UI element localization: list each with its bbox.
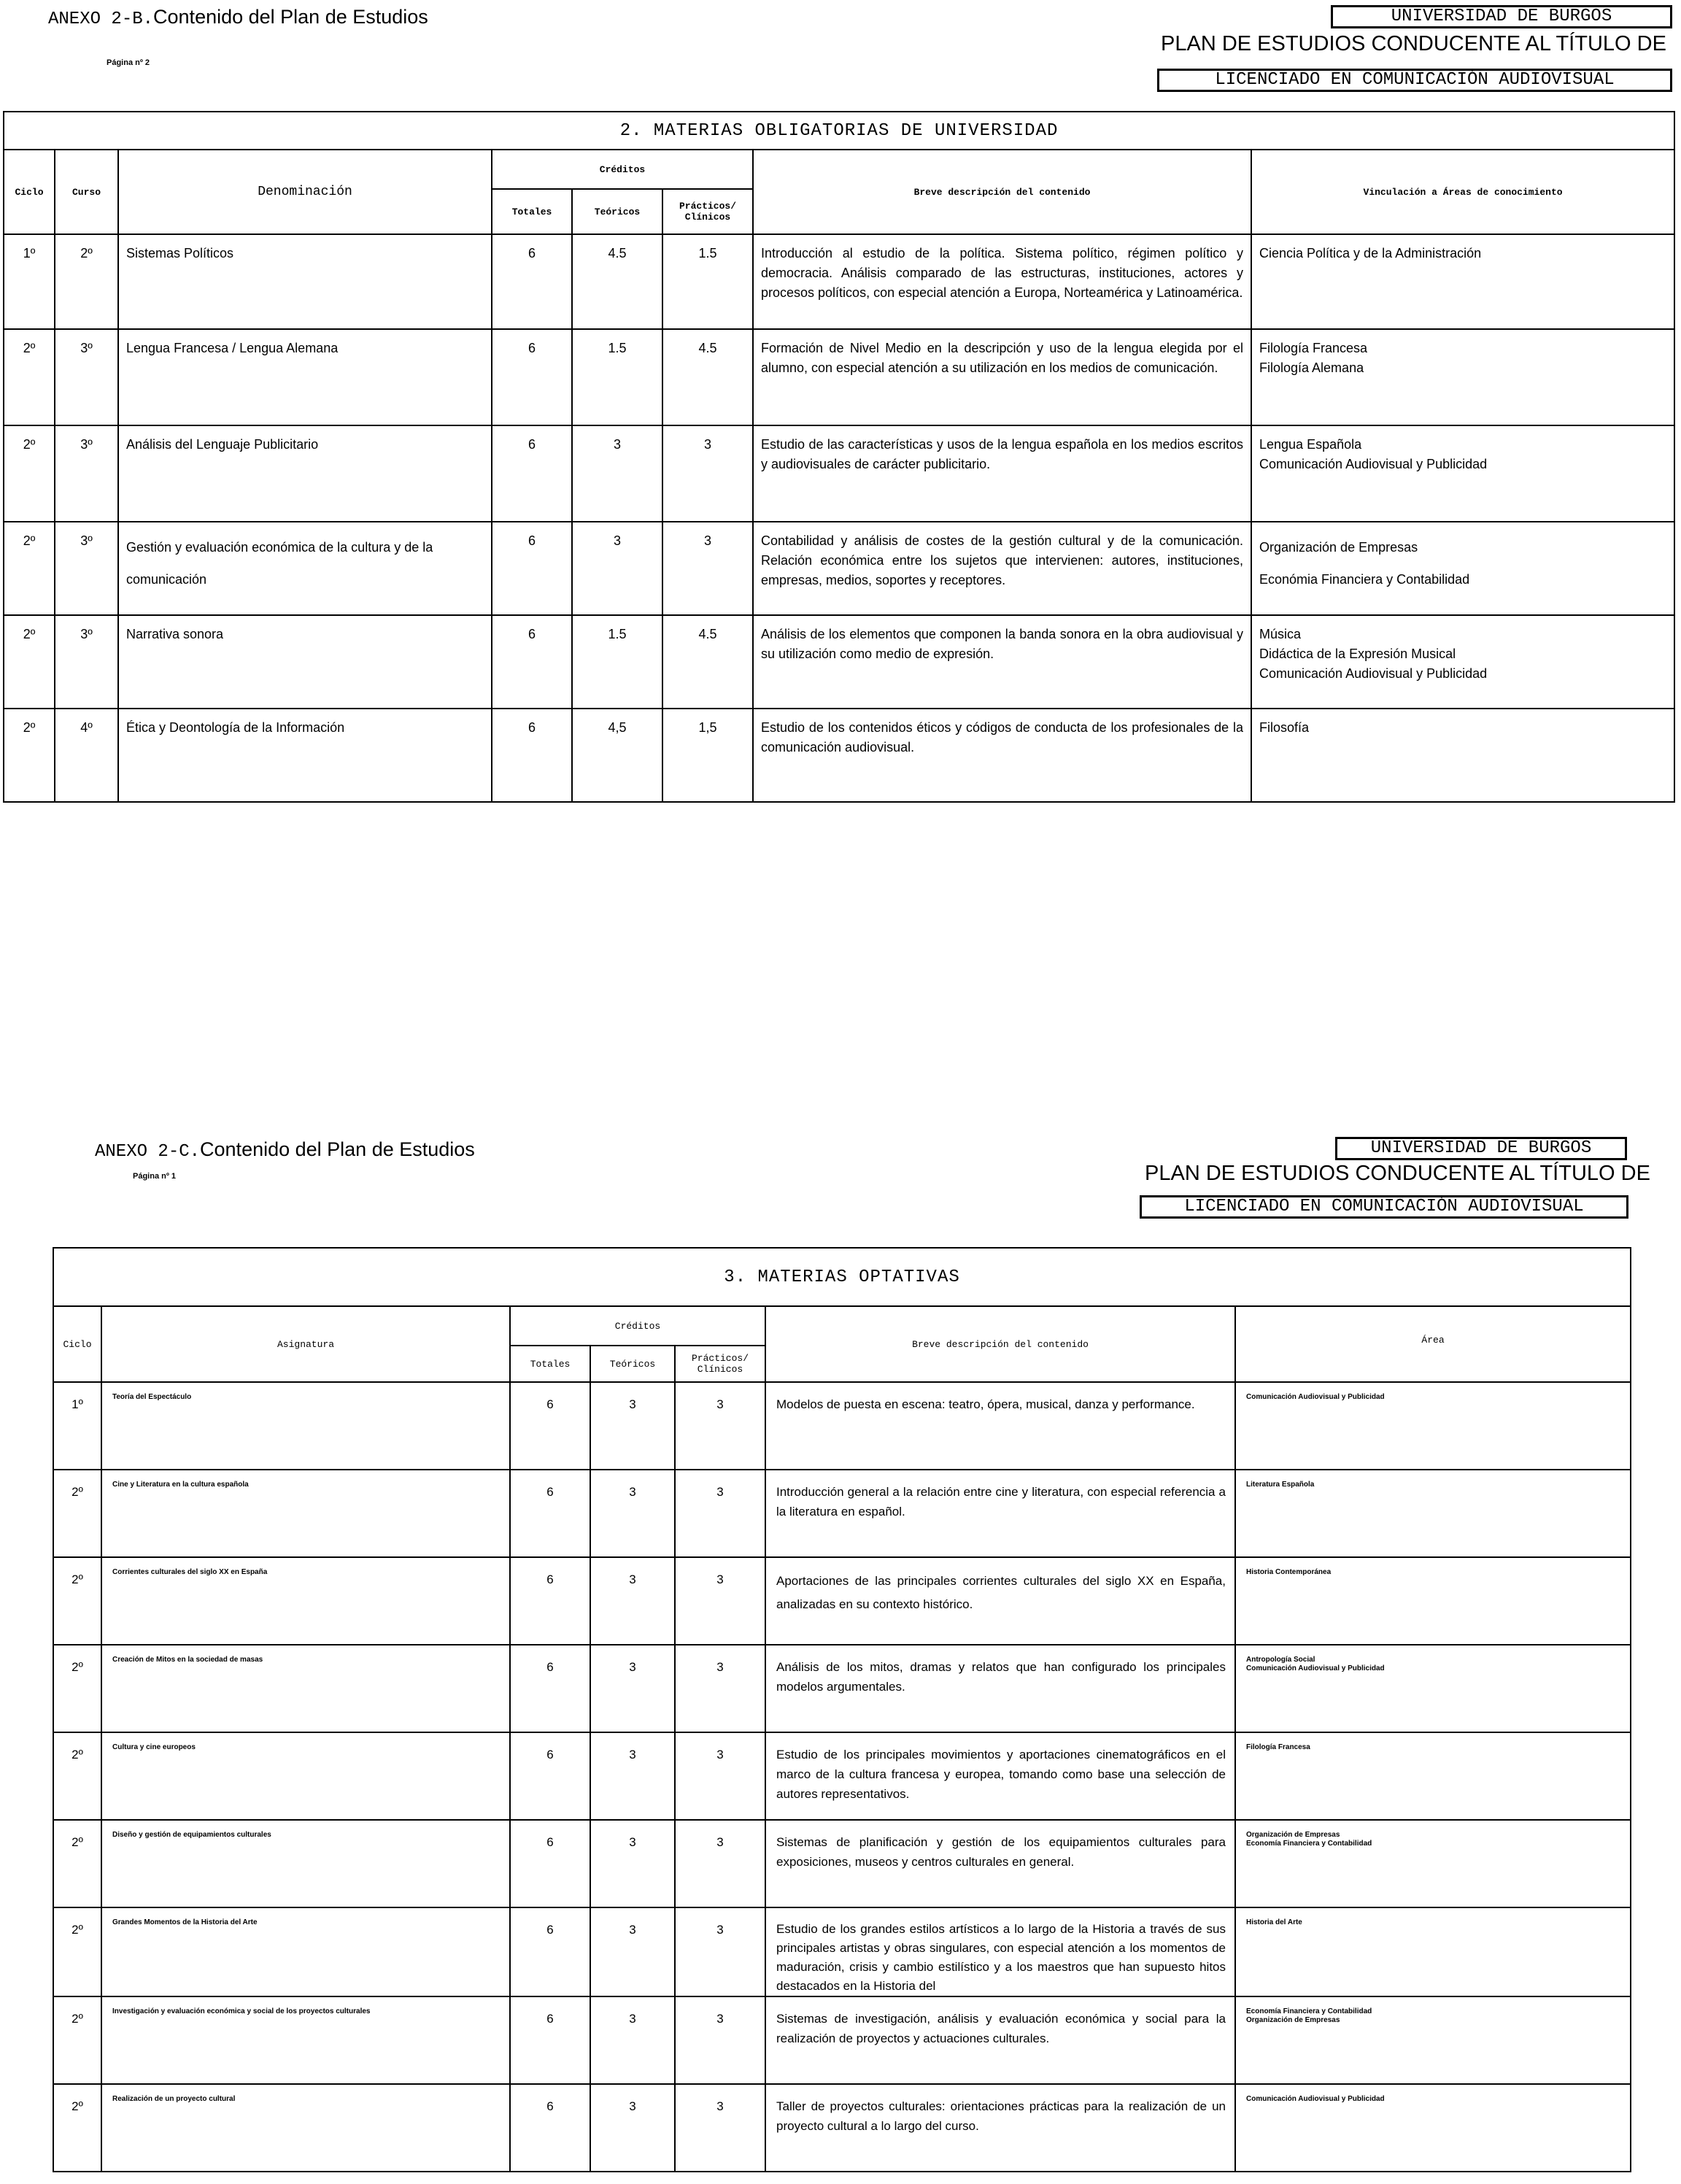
- cell-ciclo: 2º: [4, 709, 55, 802]
- cell-practicos: 1,5: [662, 709, 753, 802]
- cell-totales: 6: [492, 234, 572, 329]
- cell-areas: [1235, 1907, 1631, 1996]
- cell-practicos: 3: [675, 2084, 765, 2172]
- area-line: Música: [1259, 627, 1302, 641]
- cell-practicos: 3: [675, 1996, 765, 2084]
- cell-asignatura: Teoría del Espectáculo: [101, 1382, 510, 1470]
- cell-asignatura: Corrientes culturales del siglo XX en España: [101, 1557, 510, 1645]
- cell-descripcion: Análisis de los mitos, dramas y relatos que han configurado los principales modelos argumentales.: [765, 1645, 1235, 1732]
- cell-ciclo: 2º: [53, 1996, 101, 2084]
- area-line: Historia Contemporánea: [1246, 1568, 1332, 1576]
- header-vinculacion: Vinculación a Áreas de conocimiento: [1251, 150, 1674, 234]
- cell-ciclo: 2º: [4, 615, 55, 709]
- cell-descripcion: Contabilidad y análisis de costes de la gestión cultural y de la comunicación. Relación económica entre los sujetos que intervienen: autores, instituciones, empresas, medios, soportes y receptores.: [753, 522, 1251, 615]
- cell-denominacion: Gestión y evaluación económica de la cultura y de la comunicación: [118, 522, 492, 615]
- cell-totales: 6: [492, 329, 572, 425]
- area-line: Filología Francesa: [1246, 1743, 1310, 1751]
- cell-totales: 6: [492, 425, 572, 522]
- cell-practicos: 3: [662, 522, 753, 615]
- annex-code: ANEXO 2-C.: [95, 1142, 201, 1162]
- cell-descripcion: Estudio de los contenidos éticos y códigos de conducta de los profesionales de la comunicación audiovisual.: [753, 709, 1251, 802]
- header-practicos: Prácticos/ Clínicos: [662, 189, 753, 234]
- table-row: [53, 1470, 1631, 1557]
- table-title: 3. MATERIAS OPTATIVAS: [53, 1248, 1631, 1306]
- cell-totales: 6: [510, 1557, 590, 1645]
- area-line: Económia Financiera y Contabilidad: [1259, 572, 1470, 587]
- cell-totales: 6: [510, 1470, 590, 1557]
- area-line: Comunicación Audiovisual y Publicidad: [1259, 666, 1488, 681]
- cell-descripcion: Sistemas de planificación y gestión de los equipamientos culturales para exposiciones, museos y centros culturales en general.: [765, 1820, 1235, 1907]
- annex-code: ANEXO 2-B.: [48, 9, 154, 29]
- cell-practicos: 1.5: [662, 234, 753, 329]
- cell-asignatura: Grandes Momentos de la Historia del Arte: [101, 1907, 510, 1996]
- cell-areas: [1235, 1645, 1631, 1732]
- header-creditos: Créditos: [510, 1306, 765, 1346]
- header-practicos: Prácticos/ Clínicos: [675, 1346, 765, 1382]
- cell-areas: [1251, 425, 1674, 522]
- cell-totales: 6: [510, 1732, 590, 1820]
- cell-practicos: 3: [675, 1470, 765, 1557]
- header-ciclo: Ciclo: [4, 150, 55, 234]
- cell-practicos: 3: [675, 1907, 765, 1996]
- cell-practicos: 3: [675, 1732, 765, 1820]
- mandatory-subjects-table: [3, 111, 1675, 803]
- area-line: Organización de Empresas: [1246, 1831, 1340, 1839]
- cell-ciclo: 2º: [53, 1645, 101, 1732]
- university-box: UNIVERSIDAD DE BURGOS: [1335, 1137, 1627, 1160]
- cell-descripcion: Estudio de los grandes estilos artísticos a lo largo de la Historia a través de sus principales artistas y obras singulares, con especial atención a los momentos de maduración, crisis y cambio estilístico y a los maestros que han supuesto hitos destacados en la Historia del: [765, 1907, 1235, 1996]
- table-row: [4, 425, 1674, 522]
- cell-teoricos: 3: [590, 1645, 675, 1732]
- cell-ciclo: 2º: [53, 1557, 101, 1645]
- cell-teoricos: 3: [590, 1732, 675, 1820]
- area-line: Ciencia Política y de la Administración: [1259, 246, 1482, 261]
- cell-practicos: 4.5: [662, 615, 753, 709]
- table-row: [53, 1907, 1631, 1996]
- page-number: Página nº 1: [133, 1172, 177, 1181]
- cell-curso: 4º: [55, 709, 118, 802]
- area-line: Historia del Arte: [1246, 1918, 1302, 1926]
- area-line: Literatura Española: [1246, 1481, 1315, 1489]
- cell-descripcion: Taller de proyectos culturales: orientaciones prácticas para la realización de un proyecto cultural a lo largo del curso.: [765, 2084, 1235, 2172]
- cell-areas: [1235, 1557, 1631, 1645]
- cell-teoricos: 3: [590, 1382, 675, 1470]
- cell-teoricos: 1.5: [572, 615, 662, 709]
- plan-heading: PLAN DE ESTUDIOS CONDUCENTE AL TÍTULO DE: [1161, 32, 1666, 55]
- cell-totales: 6: [492, 522, 572, 615]
- cell-areas: [1235, 1470, 1631, 1557]
- cell-teoricos: 3: [590, 1996, 675, 2084]
- cell-teoricos: 3: [572, 522, 662, 615]
- cell-ciclo: 2º: [53, 1907, 101, 1996]
- annex-heading: [48, 6, 428, 29]
- header-area: Área: [1235, 1306, 1631, 1382]
- area-line: Economía Financiera y Contabilidad: [1246, 2007, 1372, 2015]
- cell-teoricos: 3: [590, 1557, 675, 1645]
- cell-descripcion: Formación de Nivel Medio en la descripción y uso de la lengua elegida por el alumno, con especial atención a su utilización en los medios de comunicación.: [753, 329, 1251, 425]
- table-row: [4, 615, 1674, 709]
- table-row: [53, 1996, 1631, 2084]
- cell-teoricos: 4,5: [572, 709, 662, 802]
- cell-asignatura: Investigación y evaluación económica y social de los proyectos culturales: [101, 1996, 510, 2084]
- cell-denominacion: Ética y Deontología de la Información: [118, 709, 492, 802]
- degree-box: LICENCIADO EN COMUNICACIÓN AUDIOVISUAL: [1140, 1195, 1628, 1219]
- cell-ciclo: 2º: [53, 2084, 101, 2172]
- cell-descripcion: Análisis de los elementos que componen la banda sonora en la obra audiovisual y su utilización como medio de expresión.: [753, 615, 1251, 709]
- annex-heading: [95, 1138, 475, 1162]
- cell-totales: 6: [492, 709, 572, 802]
- cell-denominacion: Análisis del Lenguaje Publicitario: [118, 425, 492, 522]
- table-row: [53, 1820, 1631, 1907]
- cell-areas: [1235, 1732, 1631, 1820]
- cell-denominacion: Narrativa sonora: [118, 615, 492, 709]
- area-line: Lengua Española: [1259, 437, 1362, 452]
- cell-practicos: 4.5: [662, 329, 753, 425]
- cell-areas: [1251, 615, 1674, 709]
- table-row: [4, 522, 1674, 615]
- header-curso: Curso: [55, 150, 118, 234]
- cell-descripcion: Aportaciones de las principales corrientes culturales del siglo XX en España, analizadas en su contexto histórico.: [765, 1557, 1235, 1645]
- cell-ciclo: 2º: [4, 425, 55, 522]
- table-row: [4, 709, 1674, 802]
- table-row: [53, 1382, 1631, 1470]
- annex-title: Contenido del Plan de Estudios: [153, 6, 428, 28]
- table-row: [53, 1557, 1631, 1645]
- optional-subjects-table: [53, 1247, 1631, 2172]
- page-number: Página nº 2: [107, 58, 150, 67]
- cell-descripcion: Estudio de las características y usos de la lengua española en los medios escritos y audiovisuales de carácter publicitario.: [753, 425, 1251, 522]
- cell-practicos: 3: [662, 425, 753, 522]
- cell-areas: [1251, 329, 1674, 425]
- cell-teoricos: 4.5: [572, 234, 662, 329]
- cell-descripcion: Sistemas de investigación, análisis y evaluación económica y social para la realización de proyectos y actuaciones culturales.: [765, 1996, 1235, 2084]
- area-line: Antropología Social: [1246, 1656, 1315, 1664]
- area-line: Filosofía: [1259, 720, 1310, 735]
- cell-totales: 6: [492, 615, 572, 709]
- cell-curso: 3º: [55, 329, 118, 425]
- cell-curso: 3º: [55, 522, 118, 615]
- cell-curso: 3º: [55, 615, 118, 709]
- cell-denominacion: Sistemas Políticos: [118, 234, 492, 329]
- cell-teoricos: 3: [590, 1820, 675, 1907]
- header-denominacion: Denominación: [118, 150, 492, 234]
- degree-box: LICENCIADO EN COMUNICACIÓN AUDIOVISUAL: [1157, 69, 1672, 92]
- header-asignatura: Asignatura: [101, 1306, 510, 1382]
- cell-ciclo: 2º: [53, 1470, 101, 1557]
- cell-ciclo: 1º: [4, 234, 55, 329]
- cell-areas: [1235, 1996, 1631, 2084]
- cell-totales: 6: [510, 1996, 590, 2084]
- cell-descripcion: Modelos de puesta en escena: teatro, ópera, musical, danza y performance.: [765, 1382, 1235, 1470]
- cell-totales: 6: [510, 1820, 590, 1907]
- table-row: [53, 1645, 1631, 1732]
- cell-asignatura: Cultura y cine europeos: [101, 1732, 510, 1820]
- area-line: Filología Francesa: [1259, 341, 1368, 355]
- header-creditos: Créditos: [492, 150, 753, 189]
- university-box: UNIVERSIDAD DE BURGOS: [1331, 5, 1672, 28]
- header-descripcion: Breve descripción del contenido: [765, 1306, 1235, 1382]
- area-line: Organización de Empresas: [1246, 2016, 1340, 2024]
- header-totales: Totales: [492, 189, 572, 234]
- area-line: Filología Alemana: [1259, 360, 1364, 375]
- cell-teoricos: 1.5: [572, 329, 662, 425]
- cell-totales: 6: [510, 1382, 590, 1470]
- cell-totales: 6: [510, 1645, 590, 1732]
- header-descripcion: Breve descripción del contenido: [753, 150, 1251, 234]
- cell-teoricos: 3: [590, 1470, 675, 1557]
- annex-title: Contenido del Plan de Estudios: [200, 1138, 475, 1160]
- cell-asignatura: Creación de Mitos en la sociedad de masas: [101, 1645, 510, 1732]
- table-title: 2. MATERIAS OBLIGATORIAS DE UNIVERSIDAD: [4, 112, 1674, 150]
- header-teoricos: Teóricos: [590, 1346, 675, 1382]
- cell-descripcion: Estudio de los principales movimientos y aportaciones cinematográficos en el marco de la cultura francesa y europea, tomando como base una selección de autores representativos.: [765, 1732, 1235, 1820]
- cell-areas: [1235, 2084, 1631, 2172]
- cell-asignatura: Cine y Literatura en la cultura española: [101, 1470, 510, 1557]
- area-line: Didáctica de la Expresión Musical: [1259, 647, 1456, 661]
- cell-practicos: 3: [675, 1382, 765, 1470]
- header-ciclo: Ciclo: [53, 1306, 101, 1382]
- table-row: [4, 234, 1674, 329]
- cell-areas: [1235, 1820, 1631, 1907]
- area-line: Comunicación Audiovisual y Publicidad: [1246, 2095, 1385, 2103]
- cell-practicos: 3: [675, 1820, 765, 1907]
- cell-teoricos: 3: [590, 1907, 675, 1996]
- cell-teoricos: 3: [590, 2084, 675, 2172]
- cell-asignatura: Realización de un proyecto cultural: [101, 2084, 510, 2172]
- plan-heading: PLAN DE ESTUDIOS CONDUCENTE AL TÍTULO DE: [1145, 1162, 1650, 1185]
- table-row: [53, 2084, 1631, 2172]
- cell-totales: 6: [510, 2084, 590, 2172]
- area-line: Economía Financiera y Contabilidad: [1246, 1840, 1372, 1848]
- area-line: Comunicación Audiovisual y Publicidad: [1246, 1664, 1385, 1672]
- cell-ciclo: 2º: [4, 522, 55, 615]
- cell-ciclo: 1º: [53, 1382, 101, 1470]
- area-line: Comunicación Audiovisual y Publicidad: [1246, 1393, 1385, 1401]
- cell-areas: [1251, 709, 1674, 802]
- table-row: [4, 329, 1674, 425]
- cell-curso: 2º: [55, 234, 118, 329]
- cell-totales: 6: [510, 1907, 590, 1996]
- table-row: [53, 1732, 1631, 1820]
- cell-asignatura: Diseño y gestión de equipamientos culturales: [101, 1820, 510, 1907]
- cell-practicos: 3: [675, 1557, 765, 1645]
- cell-areas: [1235, 1382, 1631, 1470]
- cell-practicos: 3: [675, 1645, 765, 1732]
- area-line: Comunicación Audiovisual y Publicidad: [1259, 457, 1488, 471]
- cell-denominacion: Lengua Francesa / Lengua Alemana: [118, 329, 492, 425]
- cell-ciclo: 2º: [53, 1732, 101, 1820]
- cell-curso: 3º: [55, 425, 118, 522]
- cell-areas: [1251, 522, 1674, 615]
- cell-ciclo: 2º: [4, 329, 55, 425]
- cell-ciclo: 2º: [53, 1820, 101, 1907]
- header-teoricos: Teóricos: [572, 189, 662, 234]
- area-line: Organización de Empresas: [1259, 540, 1418, 555]
- cell-areas: [1251, 234, 1674, 329]
- header-totales: Totales: [510, 1346, 590, 1382]
- cell-descripcion: Introducción general a la relación entre cine y literatura, con especial referencia a la literatura en español.: [765, 1470, 1235, 1557]
- cell-descripcion: Introducción al estudio de la política. Sistema político, régimen político y democracia. Análisis comparado de las estructuras, instituciones, actores y procesos políticos, con especial atención a Europa, Norteamérica y Latinoamérica.: [753, 234, 1251, 329]
- cell-teoricos: 3: [572, 425, 662, 522]
